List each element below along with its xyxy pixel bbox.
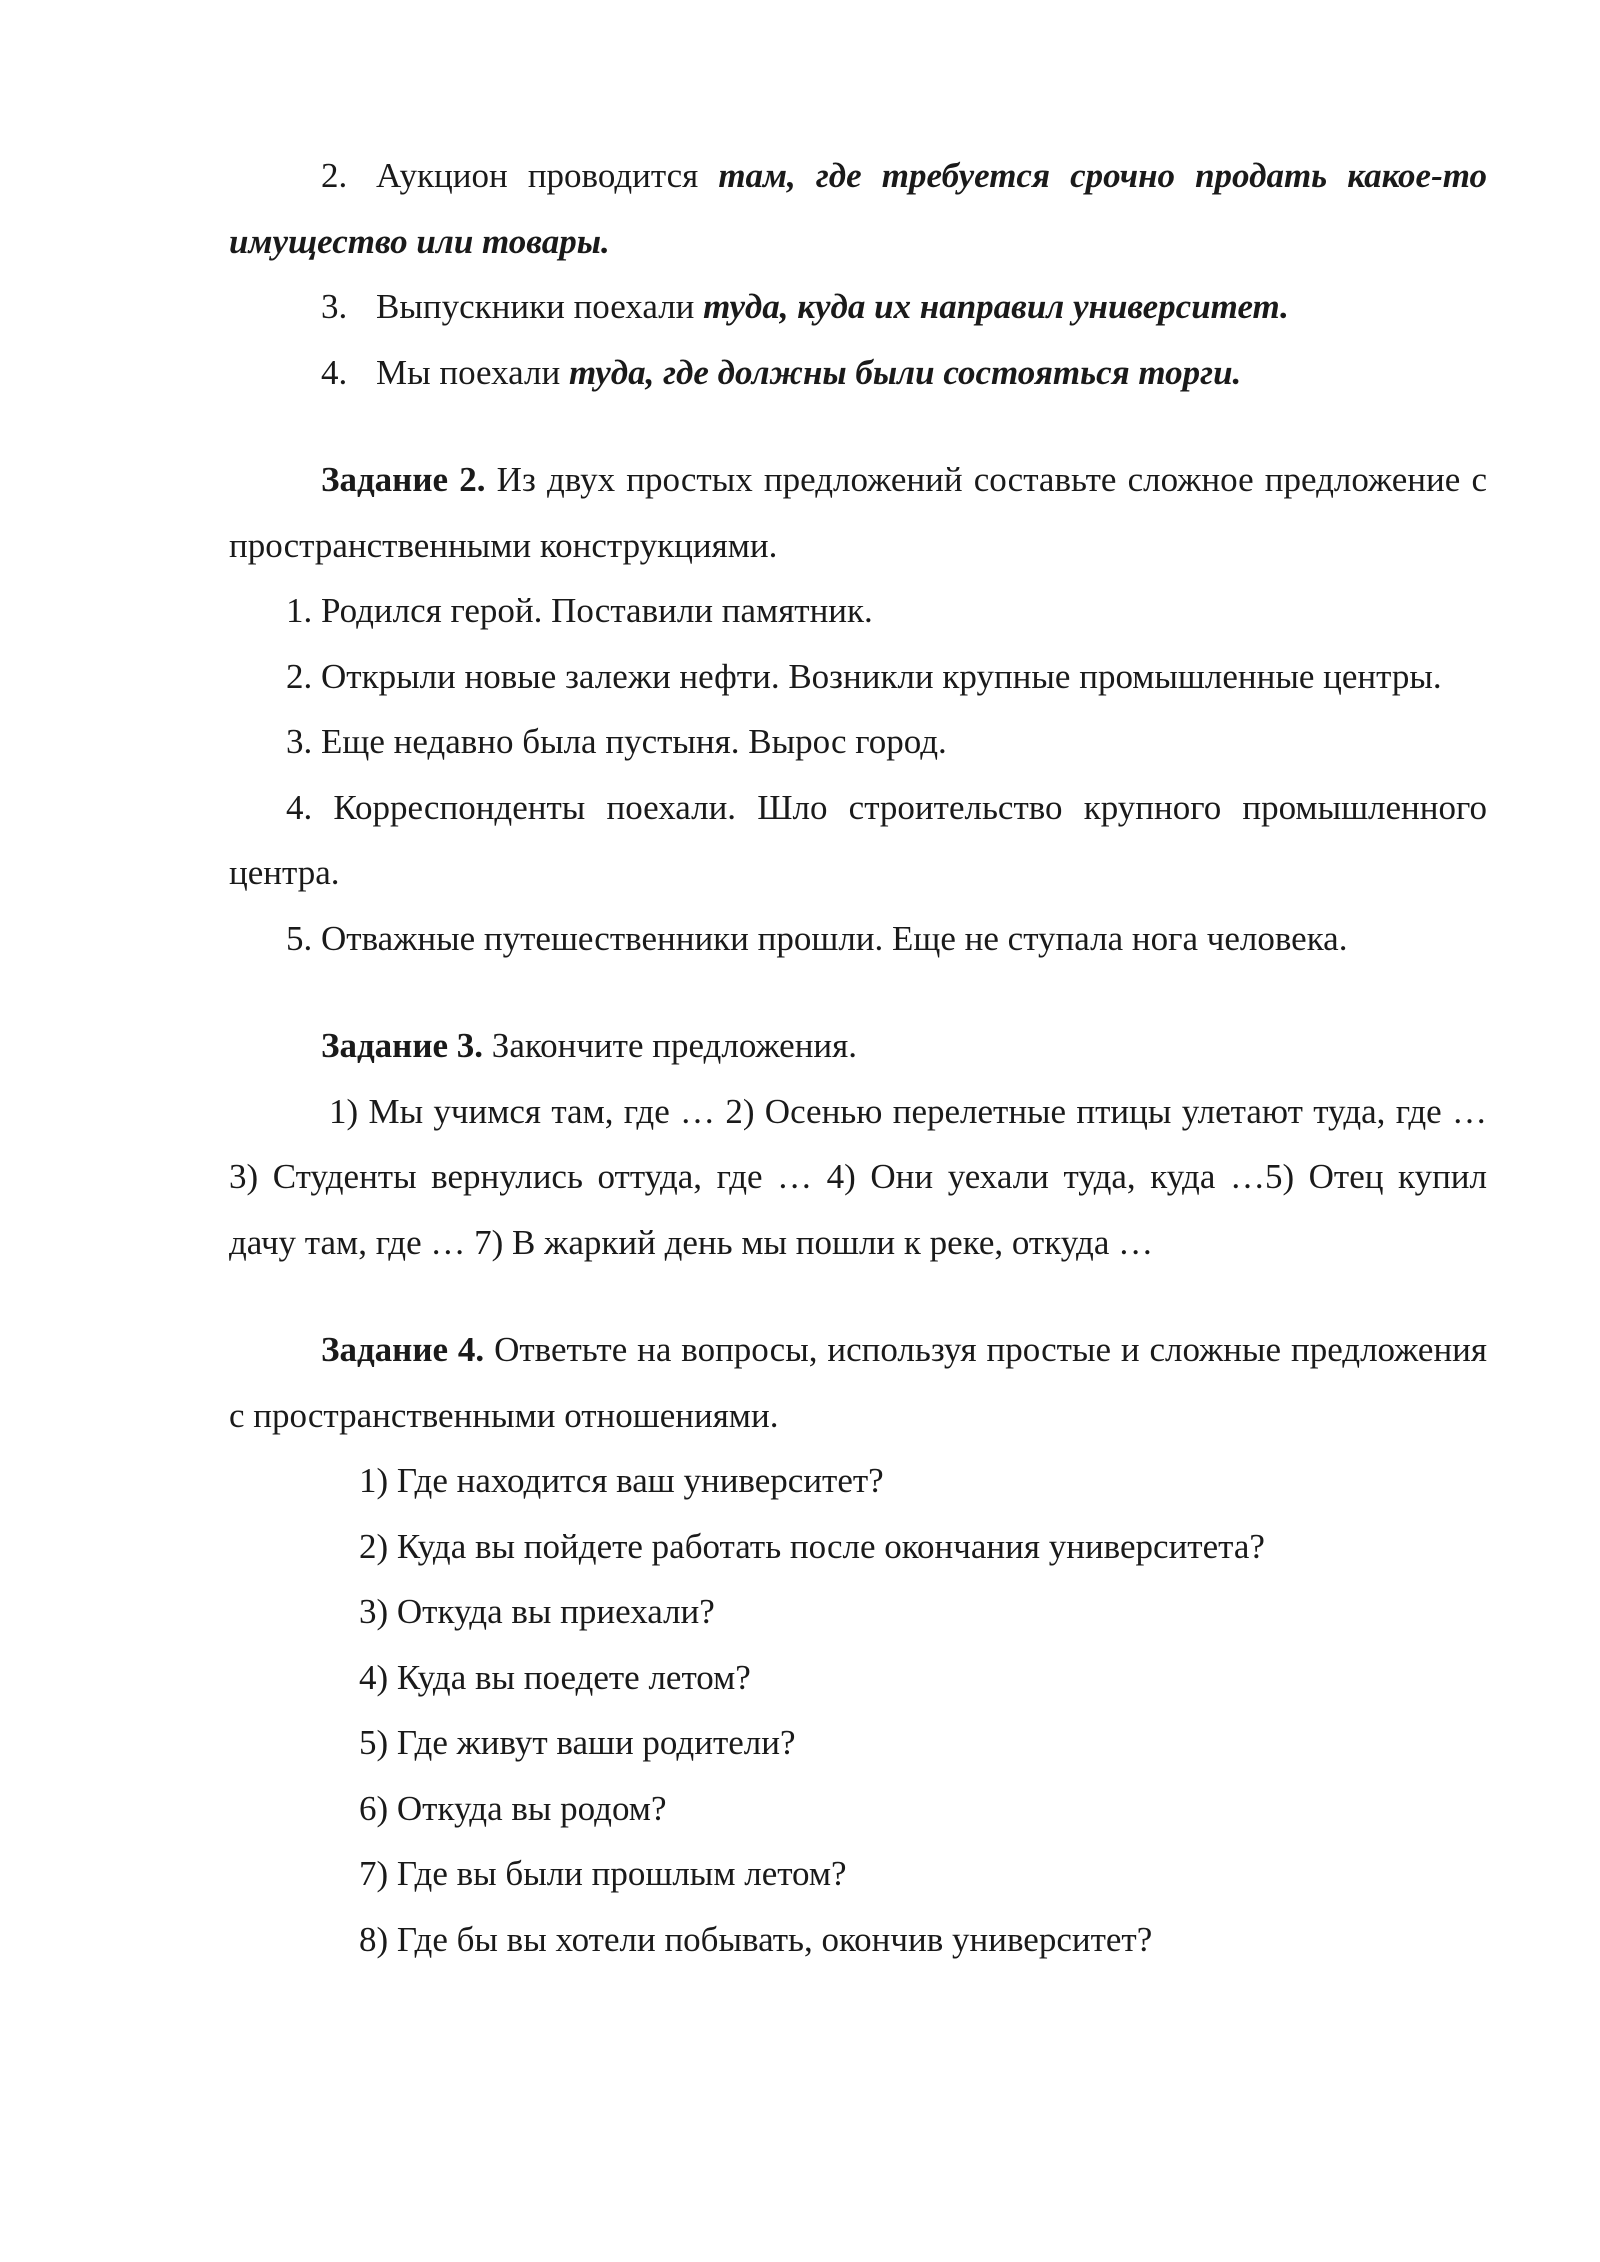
- list-emphasis: туда, куда их направил университет.: [703, 287, 1289, 326]
- task-4-heading: [229, 1317, 1487, 1448]
- task-title: Задание 4.: [321, 1330, 485, 1369]
- task-text: Из двух простых предложений составьте сложное предложение с пространственными конструкциями.: [229, 460, 1487, 565]
- question-item: 4) Куда вы поедете летом?: [359, 1657, 751, 1697]
- document-page: [229, 0, 1487, 1972]
- question-item: 5) Где живут ваши родители?: [359, 1723, 796, 1762]
- list-item: [229, 340, 1487, 406]
- list-emphasis: там, где требуется срочно продать какое-то имущество или товары.: [229, 156, 1487, 261]
- task-3-heading: [229, 1013, 1487, 1079]
- list-number: 2.: [321, 156, 348, 195]
- list-text: Аукцион проводится: [376, 156, 719, 195]
- question-item: 6) Откуда вы родом?: [359, 1788, 667, 1828]
- list-number: 4.: [321, 352, 348, 392]
- list-text: Мы поехали: [376, 352, 569, 392]
- task-text: Ответьте на вопросы, используя простые и сложные предложения с пространственными отношениями.: [229, 1330, 1487, 1435]
- task-text: Закончите предложения.: [483, 1026, 858, 1065]
- list-item: 1. Родился герой. Поставили памятник.: [286, 591, 873, 630]
- list-text: Выпускники поехали: [376, 287, 704, 326]
- question-item: 7) Где вы были прошлым летом?: [359, 1854, 847, 1893]
- question-item: 3) Откуда вы приехали?: [359, 1592, 715, 1631]
- question-item: 8) Где бы вы хотели побывать, окончив университет?: [359, 1919, 1153, 1959]
- list-item: 5. Отважные путешественники прошли. Еще не ступала нога человека.: [286, 918, 1348, 958]
- task-title: Задание 2.: [321, 460, 486, 499]
- question-item: 1) Где находится ваш университет?: [359, 1461, 884, 1500]
- list-item: 3. Еще недавно была пустыня. Вырос город.: [286, 722, 947, 761]
- list-item: 2. Открыли новые залежи нефти. Возникли крупные промышленные центры.: [286, 656, 1442, 696]
- list-emphasis: туда, где должны были состояться торги.: [568, 352, 1242, 392]
- task-2-heading: [229, 447, 1487, 578]
- list-number: 3.: [321, 287, 348, 326]
- question-item: 2) Куда вы пойдете работать после окончания университета?: [359, 1526, 1265, 1566]
- task-3-body: 1) Мы учимся там, где … 2) Осенью перелетные птицы улетают туда, где … 3) Студенты вернулись оттуда, где … 4) Они уехали туда, куда …5) Отец купил дачу там, где … 7) В жаркий день мы пошли к реке, откуда …: [229, 1091, 1487, 1262]
- list-item: [229, 274, 1487, 340]
- task-title: Задание 3.: [321, 1026, 484, 1065]
- list-item: 4. Корреспонденты поехали. Шло строительство крупного промышленного центра.: [229, 787, 1487, 892]
- list-item: [229, 143, 1487, 274]
